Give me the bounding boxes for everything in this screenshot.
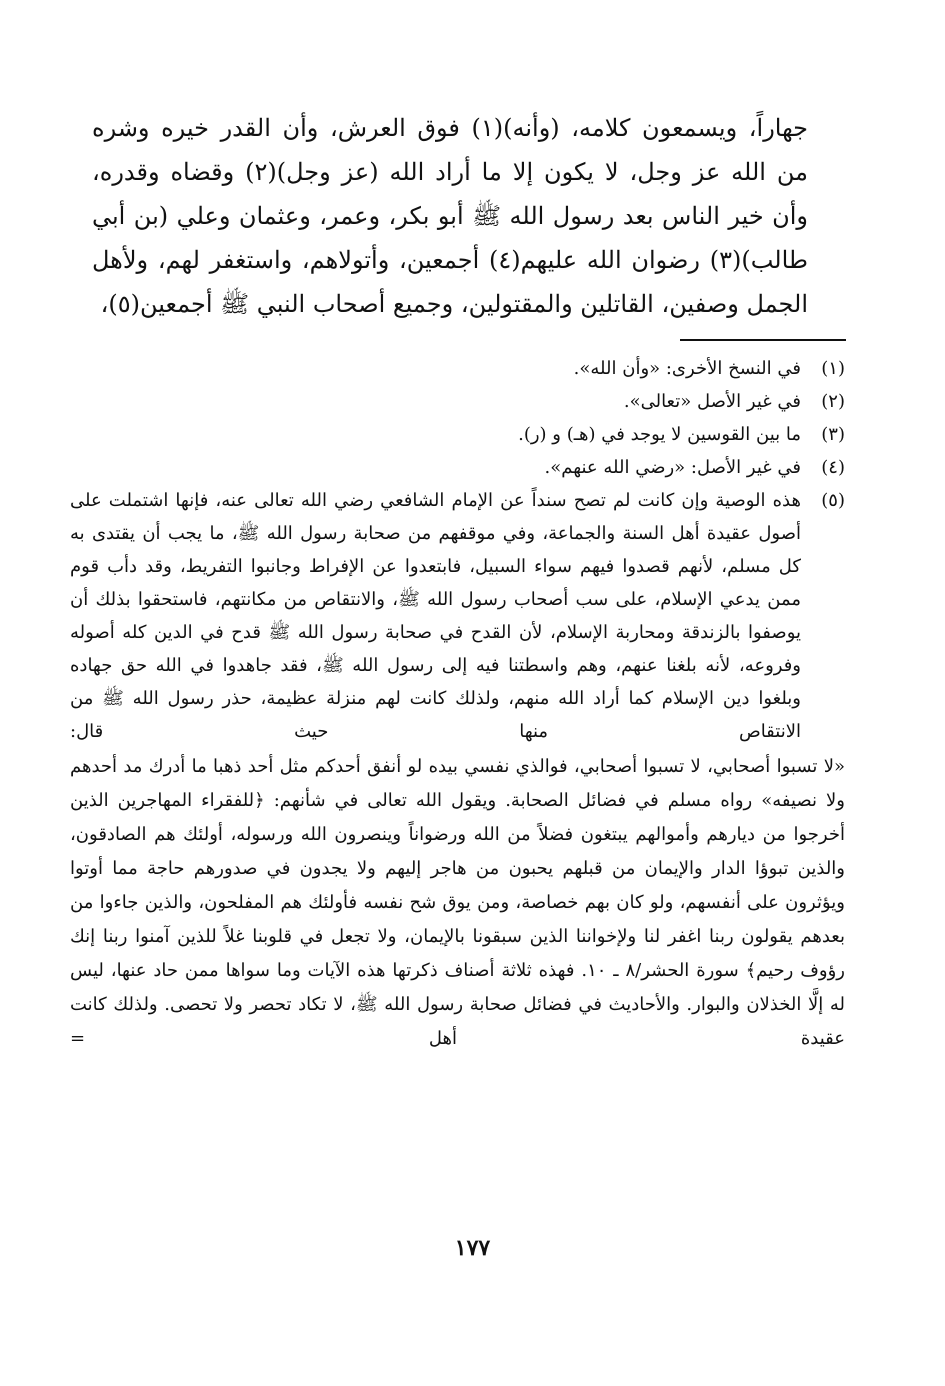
footnote-text: في غير الأصل «تعالى». [623,391,801,412]
footnote-4 [70,451,845,484]
main-paragraph: جهاراً، ويسمعون كلامه، (وأنه)(١) فوق العرش، وأن القدر خيره وشره من الله عز وجل، لا يكون إلا ما أراد الله (عز وجل)(٢) وقضاه وقدره، وأن خير الناس بعد رسول الله ﷺ أبو بكر، وعمر، وعثمان وعلي (بن أبي طالب)(٣) رضوان الله عليهم(٤) أجمعين، وأتولاهم، واستغفر لهم، ولأهل الجمل وصفين، القاتلين والمقتولين، وجميع أصحاب النبي ﷺ أجمعين(٥)، [92,114,809,318]
footnote-continuation: «لا تسبوا أصحابي، لا تسبوا أصحابي، فوالذي نفسي بيده لو أنفق أحدكم مثل أحد ذهبا ما أدرك مد أحدهم ولا نصيفه» رواه مسلم في فضائل الصحابة. ويقول الله تعالى في شأنهم: ﴿للفقراء المهاجرين الذين أخرجوا من ديارهم وأموالهم يبتغون فضلاً من الله ورضواناً وينصرون الله ورسوله، أولئك هم الصادقون، والذين تبوؤا الدار والإيمان من قبلهم يحبون من هاجر إليهم ولا يجدون في صدورهم حاجة مما أوتوا ويؤثرون على أنفسهم، ولو كان بهم خصاصة، ومن يوق شح نفسه فأولئك هم المفلحون، والذين جاءوا من بعدهم يقولون ربنا اغفر لنا ولإخواننا الذين سبقونا بالإيمان، ولا تجعل في قلوبنا غلاً للذين آمنوا ربنا إنك رؤوف رحيم﴾ سورة الحشر/٨ ـ ١٠. فهذه ثلاثة أصناف ذكرتها هذه الآيات وما سواها ممن حاد عنها، ليس له إلَّا الخذلان والبوار. والأحاديث في فضائل صحابة رسول الله ﷺ، لا تكاد تحصر ولا تحصى. ولذلك كانت عقيدة أهل = [70,756,845,1049]
footnote-text: هذه الوصية وإن كانت لم تصح سنداً عن الإمام الشافعي رضي الله تعالى عنه، فإنها اشتملت على أصول عقيدة أهل السنة والجماعة، وفي موقفهم من صحابة رسول الله ﷺ، ما يجب أن يقتدى به كل مسلم، لأنهم قصدوا فيهم سواء السبيل، فابتعدوا عن الإفراط وجانبوا التفريط، وقد دأب قوم ممن يدعي الإسلام، على سب أصحاب رسول الله ﷺ، والانتقاص من مكانتهم، فاستحقوا بذلك أن يوصفوا بالزندقة ومحاربة الإسلام، لأن القدح في صحابة رسول الله ﷺ قدح في الدين كله أصوله وفروعه، لأنه بلغنا عنهم، وهم واسطتنا فيه إلى رسول الله ﷺ، فقد جاهدوا في الله حق جهاده وبلغوا دين الإسلام كما أراد الله منهم، ولذلك كانت لهم منزلة عظيمة، حذر رسول الله ﷺ من الانتقاص منها حيث قال: [70,490,801,742]
footnote-2 [70,385,845,418]
footnote-text: ما بين القوسين لا يوجد في (هـ) و (ر). [518,424,801,445]
footnote-3 [70,418,845,451]
footnote-separator [680,339,846,341]
footnote-text: في النسخ الأخرى: «وأن الله». [573,358,801,379]
footnote-number: (٣) [821,424,845,445]
footnote-number: (٥) [821,490,845,511]
footnote-text: في غير الأصل: «رضي الله عنهم». [544,457,801,478]
main-text-block [92,106,808,326]
footnote-1 [70,352,845,385]
page-number: ١٧٧ [454,1235,491,1261]
footnote-number: (١) [821,358,845,379]
footnote-number: (٤) [821,457,845,478]
footnotes-block [70,352,845,1056]
footnote-number: (٢) [821,391,845,412]
footnote-5 [70,484,845,748]
